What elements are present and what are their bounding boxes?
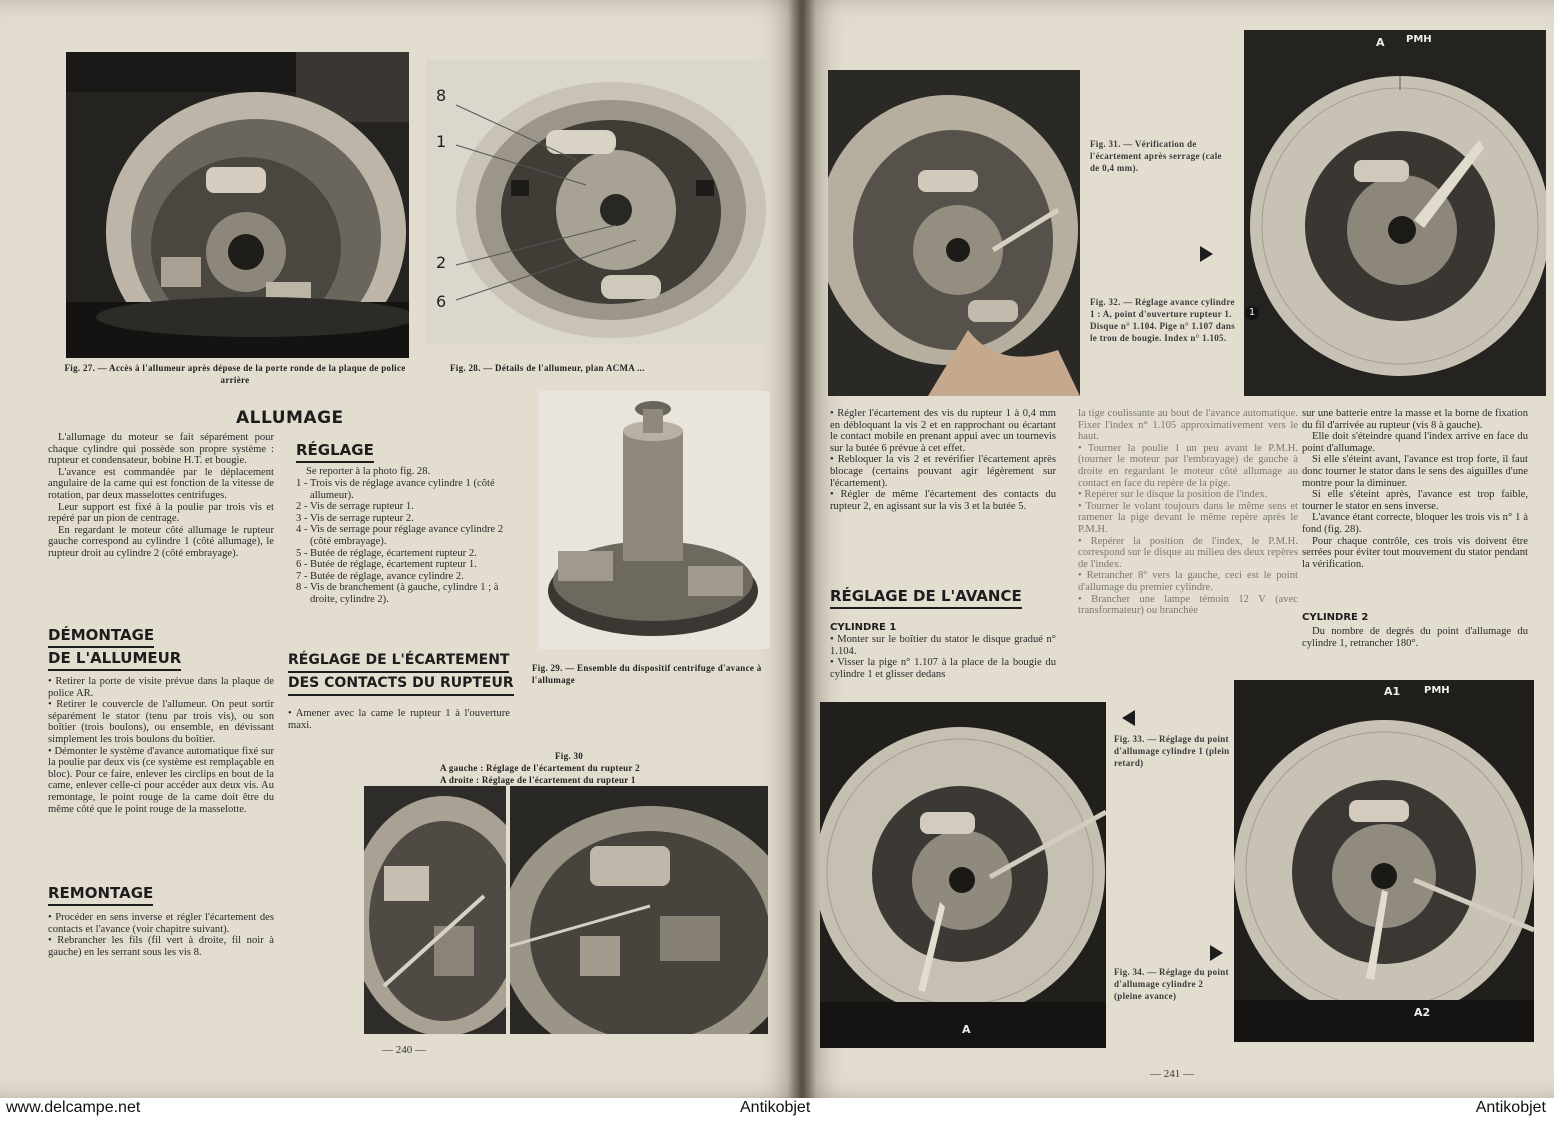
demontage-item-3: • Démonter le système d'avance automatique fixé sur la poulie par deux vis (ce système est remplaçable en bloc). Pour ce faire, enlever les circlips en bout de la came, enlever celle-ci pour accéder aux deux vis. Au remontage, le point rouge de la came doit être du même côté que le point rouge de la masselotte.: [48, 745, 274, 815]
demontage-text: [48, 676, 274, 815]
reglage-item: 4 - Vis de serrage pour réglage avance cylindre 2 (côté embrayage).: [296, 524, 504, 547]
allumage-heading: ALLUMAGE: [236, 408, 344, 428]
disc-label-pmh: PMH: [1406, 34, 1432, 45]
avance-heading-text: RÉGLAGE DE L'AVANCE: [830, 586, 1022, 609]
col2-item-3: • Repérer sur le disque la position de l'index.: [1078, 489, 1268, 501]
fig29-caption: Fig. 29. — Ensemble du dispositif centrifuge d'avance à l'allumage: [532, 663, 762, 685]
ecartement-heading-line-2: DES CONTACTS DU RUPTEUR: [288, 673, 514, 696]
demontage-heading-line-1: DÉMONTAGE: [48, 625, 154, 648]
fig28-label-6: 6: [436, 292, 447, 311]
fig31-illustration: [828, 70, 1080, 396]
fig33-caption: Fig. 33. — Réglage du point d'allumage cylindre 1 (plein retard): [1114, 734, 1230, 768]
fig29-illustration: [538, 391, 770, 649]
demontage-heading: [48, 625, 181, 671]
remontage-heading-text: REMONTAGE: [48, 883, 153, 906]
fig28-caption: Fig. 28. — Détails de l'allumeur, plan ACMA ...: [450, 363, 645, 373]
fig30b-illustration: [510, 786, 768, 1034]
footer-seller-right[interactable]: Antikobjet: [1475, 1099, 1546, 1116]
fig32-marker: 1: [1245, 306, 1259, 320]
fig30-caption-b: A droite : Réglage de l'écartement du rupteur 1: [440, 775, 636, 785]
fig32-photo: [1244, 30, 1546, 396]
col3-text: [1302, 408, 1528, 570]
cyl1-item-2: • Visser la pige n° 1.107 à la place de la bougie du cylindre 1 et glisser dedans: [830, 657, 1056, 680]
ecartement-heading: [288, 650, 514, 696]
remontage-item-2: • Rebrancher les fils (fil vert à droite, fil noir à gauche) en les serrant sous les vis 8.: [48, 935, 274, 958]
disc-label-a: A: [1376, 36, 1385, 49]
allumage-para-2: L'avance est commandée par le déplacement angulaire de la came qui est fonction de la vitesse de rotation, par deux masselottes centrifuges.: [48, 466, 274, 501]
cyl1-item-1: • Monter sur le boîtier du stator le disque gradué n° 1.104.: [830, 634, 1056, 657]
col3-item-2: Elle doit s'éteindre quand l'index arrive en face du point d'allumage.: [1302, 431, 1528, 454]
fig32-caption: Fig. 32. — Réglage avance cylindre 1 : A, point d'ouverture rupteur 1. Disque n° 1.104. Pige n° 1.107 dans le trou de bougie. Index n° 1.105.: [1090, 297, 1235, 343]
ecartement-heading-line-1: RÉGLAGE DE L'ÉCARTEMENT: [288, 650, 509, 673]
fig33-illustration: [820, 702, 1106, 1048]
fig34-label-pmh: PMH: [1424, 685, 1450, 696]
col1-item-2: • Rebloquer la vis 2 et revérifier l'écartement après blocage (certains pouvant agir légèrement sur l'écartement).: [830, 454, 1056, 489]
fig30-caption-a: A gauche : Réglage de l'écartement du rupteur 2: [440, 763, 640, 773]
cylindre-2-text: Du nombre de degrés du point d'allumage du cylindre 1, retrancher 180°.: [1302, 626, 1528, 649]
remontage-text: [48, 912, 274, 958]
col1-text: [830, 408, 1056, 512]
fig34-illustration: [1234, 680, 1534, 1042]
fig32-illustration: [1244, 30, 1546, 396]
reglage-item: 2 - Vis de serrage rupteur 1.: [296, 501, 414, 513]
col2-item-6: • Retrancher 8° vers la gauche, ceci est le point d'allumage du premier cylindre.: [1078, 570, 1298, 593]
fig30-photo-right: [510, 786, 768, 1034]
fig34-caption: Fig. 34. — Réglage du point d'allumage cylindre 2 (pleine avance): [1114, 967, 1229, 1001]
reglage-item: 6 - Butée de réglage, écartement rupteur 1.: [296, 559, 477, 571]
pointer-right-arrow-icon: [1200, 246, 1213, 262]
fig33-label-a: A: [962, 1023, 971, 1036]
right-page: [802, 0, 1554, 1098]
page-number-240: — 240 —: [382, 1044, 426, 1056]
remontage-heading: [48, 883, 153, 906]
col2-item-2: • Tourner la poulie 1 un peu avant le P.M.H. (tourner le moteur par l'embrayage) de gauche à droite en regardant le moteur côté allumage au contact en face du repère de la pige.: [1078, 442, 1298, 489]
fig30a-illustration: [364, 786, 506, 1034]
col2-item-4: • Tourner le volant toujours dans le même sens et ramener la pige devant le même repère après le P.M.H.: [1078, 500, 1298, 535]
reglage-item: 5 - Butée de réglage, écartement rupteur 2.: [296, 547, 477, 559]
col2-item-7: • Brancher une lampe témoin 12 V (avec transformateur) ou branchée: [1078, 593, 1298, 617]
fig28-illustration: [426, 60, 769, 344]
cylindre-2-heading: CYLINDRE 2: [1302, 612, 1369, 623]
page-number-241: — 241 —: [1150, 1068, 1194, 1080]
watermark-footer: [0, 1098, 1554, 1131]
pointer-left-arrow-icon: [1122, 710, 1135, 726]
book-gutter: [788, 0, 816, 1098]
allumage-para-1: L'allumage du moteur se fait séparément pour chaque cylindre qui possède son propre système : rupteur et condensateur, bobine H.T. et bougie.: [48, 432, 274, 467]
fig34-label-a2: A2: [1414, 1006, 1431, 1019]
col3-item-5: L'avance étant correcte, bloquer les trois vis n° 1 à fond (fig. 28).: [1302, 512, 1528, 535]
ecartement-text: • Amener avec la came le rupteur 1 à l'ouverture maxi.: [288, 708, 510, 731]
col2-text: [1078, 408, 1298, 617]
demontage-item-1: • Retirer la porte de visite prévue dans la plaque de police AR.: [48, 676, 274, 699]
reglage-item: 3 - Vis de serrage rupteur 2.: [296, 512, 414, 524]
demontage-heading-line-2: DE L'ALLUMEUR: [48, 648, 181, 671]
reglage-heading-text: RÉGLAGE: [296, 440, 374, 463]
fig33-photo: [820, 702, 1106, 1048]
col3-item-1: sur une batterie entre la masse et la borne de fixation du fil d'arrivée au rupteur (vis 8 à gauche).: [1302, 408, 1528, 431]
footer-seller-center[interactable]: Antikobjet: [740, 1099, 811, 1116]
fig28-photo: [426, 60, 769, 344]
col1-item-3: • Régler de même l'écartement des contacts du rupteur 2, en agissant sur la vis 3 et la butée 5.: [830, 489, 1056, 512]
fig28-label-1: 1: [436, 132, 447, 151]
col1-item-1: • Régler l'écartement des vis du rupteur 1 à 0,4 mm en débloquant la vis 2 et en rapprochant ou écartant le contact mobile en prenant appui avec un tournevis sur la butée 6 prévue à cet effet.: [830, 408, 1056, 454]
reglage-heading: [296, 440, 374, 463]
allumage-para-4: En regardant le moteur côté allumage le rupteur gauche correspond au cylindre 1 (côté allumage), le rupteur droit au cylindre 2 (côté embrayage).: [48, 524, 274, 559]
fig34-label-a1: A1: [1384, 685, 1401, 698]
reglage-intro: Se reporter à la photo fig. 28.: [306, 466, 431, 477]
fig27-caption: Fig. 27. — Accès à l'allumeur après dépose de la porte ronde de la plaque de police arrière: [64, 363, 406, 385]
avance-heading: [830, 586, 1022, 609]
fig28-label-8: 8: [436, 86, 447, 105]
col3-item-4: Si elle s'éteint après, l'avance est trop faible, tourner le stator en sens inverse.: [1302, 489, 1528, 512]
reglage-item: 7 - Butée de réglage, avance cylindre 2.: [296, 570, 464, 582]
demontage-item-2: • Retirer le couvercle de l'allumeur. On peut sortir séparément le stator (tenu par trois vis), ou son boîtier (trois boulons), ou ensemble, en dévissant simplement les trois boulons du boîtier.: [48, 699, 274, 745]
allumage-para-3: Leur support est fixé à la poulie par trois vis et repéré par un pion de centrage.: [48, 501, 274, 525]
allumage-text: [48, 432, 274, 560]
pointer-right-arrow-icon: [1210, 945, 1223, 961]
reglage-item: 8 - Vis de branchement (à gauche, cylindre 1 ; à droite, cylindre 2).: [296, 582, 499, 605]
fig28-label-2: 2: [436, 253, 447, 272]
cylindre-1-heading: CYLINDRE 1: [830, 622, 897, 633]
fig34-photo: [1234, 680, 1534, 1042]
col2-item-1: la tige coulissante au bout de l'avance automatique. Fixer l'index n° 1.105 approximativement vers le haut.: [1078, 408, 1298, 443]
fig31-caption: Fig. 31. — Vérification de l'écartement après serrage (cale de 0,4 mm).: [1090, 139, 1222, 173]
col3-item-3: Si elle s'éteint avant, l'avance est trop forte, il faut donc tourner le stator dans le sens des aiguilles d'une montre pour la diminuer.: [1302, 454, 1528, 489]
fig29-photo: [538, 391, 770, 649]
reglage-item: 1 - Trois vis de réglage avance cylindre 1 (côté allumeur).: [296, 478, 495, 501]
remontage-item-1: • Procéder en sens inverse et régler l'écartement des contacts et l'avance (voir chapitre suivant).: [48, 912, 274, 935]
fig31-photo: [828, 70, 1080, 396]
col3-item-6: Pour chaque contrôle, ces trois vis doivent être serrées pour éviter tout mouvement du stator pendant la vérification.: [1302, 535, 1528, 570]
cylindre-1-text: [830, 634, 1056, 680]
fig27-photo: [66, 52, 409, 358]
fig27-illustration: [66, 52, 409, 358]
col2-item-5: • Repérer la position de l'index, le P.M.H. correspond sur le disque au milieu des deux repères de l'index.: [1078, 535, 1298, 570]
fig30-photo-left: [364, 786, 506, 1034]
reglage-list: [296, 478, 512, 606]
fig30-caption-title: Fig. 30: [555, 751, 584, 761]
footer-site-left[interactable]: www.delcampe.net: [6, 1099, 141, 1116]
